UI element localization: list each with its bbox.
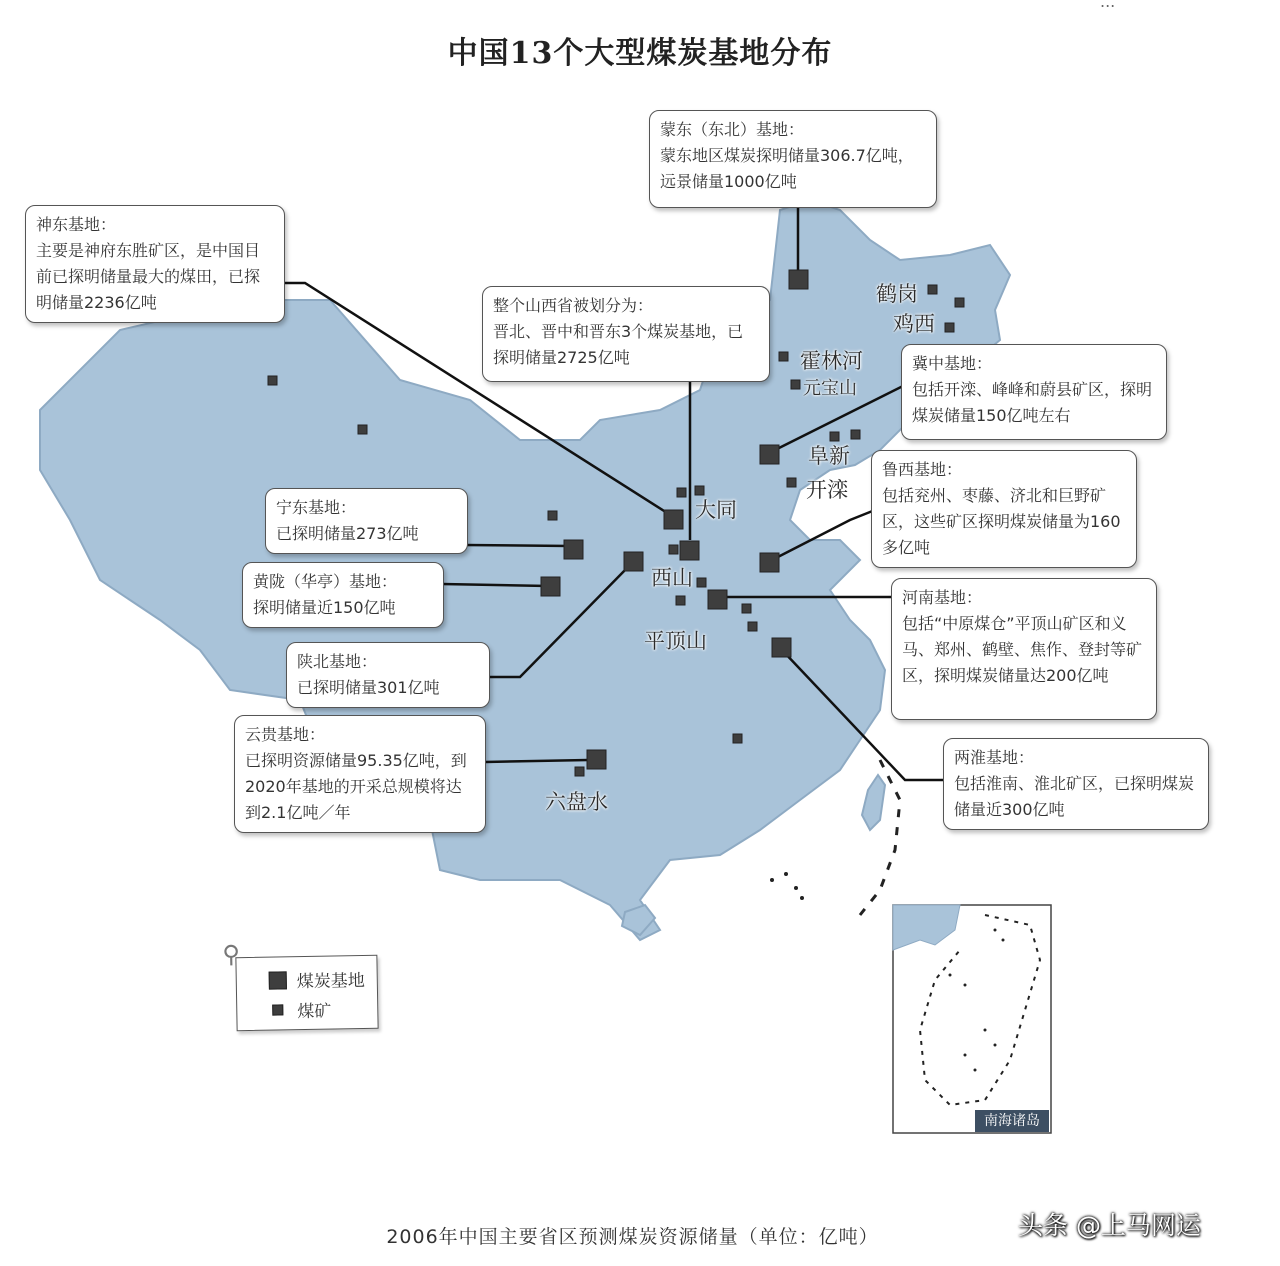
callout-body: 探明储量近150亿吨 [253,598,396,617]
callout-heading: 冀中基地： [912,354,993,373]
callout-yungui [234,715,486,833]
mine-marker [669,545,678,554]
mine-marker [677,488,686,497]
callout-heading: 云贵基地： [245,725,326,744]
callout-body: 主要是神府东胜矿区，是中国目前已探明储量最大的煤田，已探明储量2236亿吨 [36,241,261,312]
callout-heading: 鲁西基地： [882,460,963,479]
callout-body: 晋北、晋中和晋东3个煤炭基地，已探明储量2725亿吨 [493,322,744,367]
legend-row-coal-base [269,966,365,993]
callout-heading: 河南基地： [902,588,983,607]
callout-heading: 黄陇（华亭）基地： [253,572,398,591]
mine-marker [791,380,800,389]
callout-jizhong [901,344,1167,440]
callout-heading: 陕北基地： [297,652,378,671]
base-marker-yungui [587,750,606,769]
callout-lianghuai [943,738,1209,830]
base-marker-shanxi [680,541,699,560]
coal-mine-legend-icon [272,1004,283,1015]
base-marker-huanglong [541,577,560,596]
city-label-hegang: 鹤岗 [876,282,918,306]
callout-huanglong [242,562,444,628]
base-marker-shanbei [624,552,643,571]
city-label-liupanshui: 六盘水 [545,790,608,814]
city-label-yuanbaoshan: 元宝山 [803,378,857,399]
mine-marker [733,734,742,743]
city-label-huolinhe: 霍林河 [800,349,863,373]
mine-marker [676,596,685,605]
callout-body: 已探明储量273亿吨 [276,524,419,543]
city-label-xishan: 西山 [651,566,693,590]
mine-marker [945,323,954,332]
mine-marker [548,511,557,520]
callout-heading: 两淮基地： [954,748,1035,767]
callout-shanbei [286,642,490,708]
mine-marker [787,478,796,487]
map-legend [222,940,378,1031]
callout-heading: 神东基地： [36,215,117,234]
watermark: 头条 @上马网运 [1018,1211,1201,1240]
taiwan-island [862,775,885,830]
mine-marker [928,285,937,294]
city-label-fuxin: 阜新 [808,444,850,468]
mine-marker [268,376,277,385]
base-marker-jizhong [760,445,779,464]
coal-base-legend-icon [269,971,287,989]
legend-row-coal-mine [269,997,331,1023]
callout-body: 蒙东地区煤炭探明储量306.7亿吨，远景储量1000亿吨 [660,146,914,191]
base-marker-mengdong [789,270,808,289]
callout-body: 包括开滦、峰峰和蔚县矿区，探明煤炭储量150亿吨左右 [912,380,1153,425]
map-caption: 2006年中国主要省区预测煤炭资源储量（单位：亿吨） [386,1226,879,1248]
legend-label-coal-mine: 煤矿 [297,1001,332,1023]
mine-marker [748,622,757,631]
callout-ningdong [265,488,468,554]
callout-body: 包括兖州、枣藤、济北和巨野矿区，这些矿区探明煤炭储量为160多亿吨 [882,486,1121,557]
city-label-kailuan: 开滦 [806,478,848,502]
callout-body: 已探明资源储量95.35亿吨，到2020年基地的开采总规模将达到2.1亿吨／年 [245,751,467,822]
callout-body: 已探明储量301亿吨 [297,678,440,697]
base-marker-shendong [664,510,683,529]
city-label-jixi: 鸡西 [893,312,935,336]
callout-heading: 整个山西省被划分为： [493,296,654,315]
mine-marker [697,578,706,587]
base-marker-ningdong [564,540,583,559]
south-china-sea-inset-label: 南海诸岛 [975,1110,1049,1132]
map-title: 中国13个大型煤炭基地分布 [447,36,833,71]
callout-henan [891,578,1157,720]
callout-heading: 宁东基地： [276,498,357,517]
callout-body: 包括“中原煤仓”平顶山矿区和义马、郑州、鹤壁、焦作、登封等矿区，探明煤炭储量达200亿吨 [902,614,1143,685]
mine-marker [742,604,751,613]
base-marker-luxi [760,553,779,572]
mine-marker [851,430,860,439]
callout-mengdong [649,110,937,208]
scattered-islands [770,872,804,900]
mine-marker [575,767,584,776]
callout-luxi [871,450,1137,568]
city-label-datong: 大同 [695,498,737,522]
mine-marker [955,298,964,307]
pushpin-icon: ⚲ [222,940,241,969]
callout-shendong [25,205,285,323]
mine-marker [358,425,367,434]
callout-heading: 蒙东（东北）基地： [660,120,805,139]
callout-shanxi [482,286,770,382]
city-label-pingdingshan: 平顶山 [644,629,707,653]
base-marker-lianghuai [772,638,791,657]
legend-label-coal-base: 煤炭基地 [296,970,365,993]
callout-body: 包括淮南、淮北矿区，已探明煤炭储量近300亿吨 [954,774,1195,819]
base-marker-henan [708,590,727,609]
mine-marker [779,352,788,361]
top-edge-text-fragment: ... [1100,0,1116,11]
